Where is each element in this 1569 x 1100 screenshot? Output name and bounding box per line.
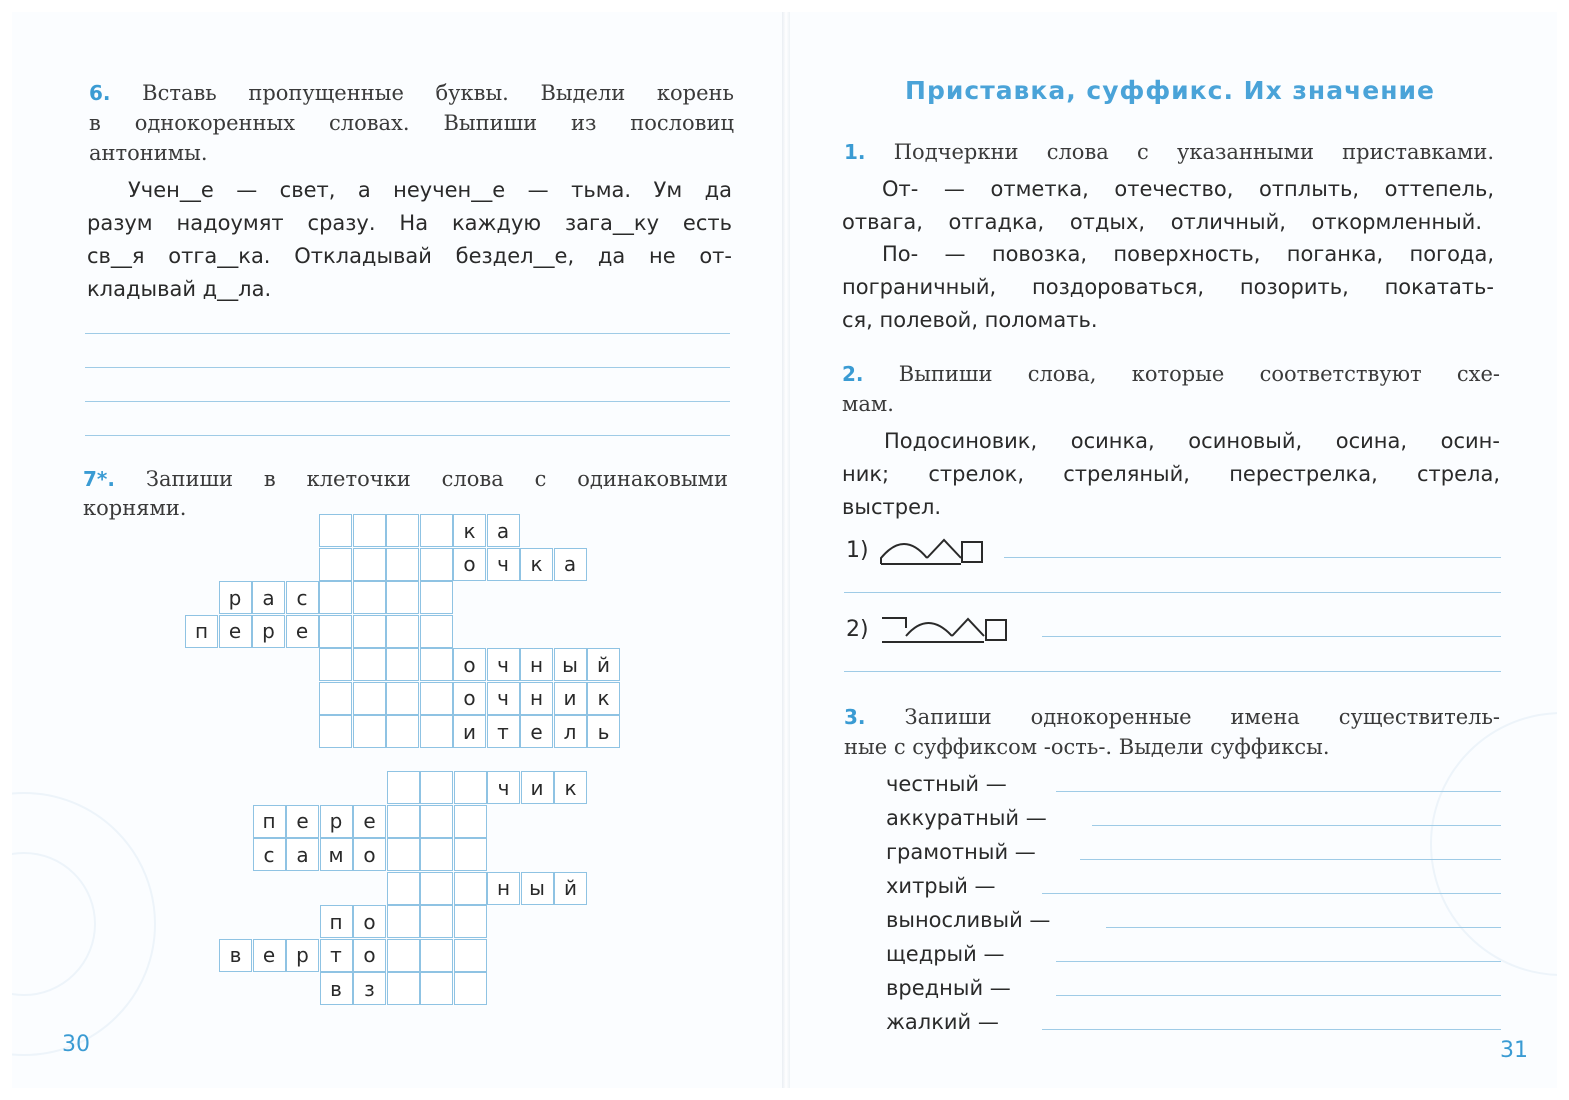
task6-instruction-line3: антонимы. bbox=[89, 141, 208, 165]
crossword-letter-cell: т bbox=[320, 939, 353, 972]
crossword-empty-cell[interactable] bbox=[353, 548, 386, 581]
crossword-empty-cell[interactable] bbox=[386, 682, 419, 715]
crossword-letter-cell: н bbox=[520, 682, 553, 715]
crossword-empty-cell[interactable] bbox=[387, 805, 420, 838]
crossword-empty-cell[interactable] bbox=[386, 615, 419, 648]
task6-text-line3: св__я отга__ка. Откладывай бездел__е, да не от- bbox=[87, 244, 732, 268]
crossword-letter-cell: о bbox=[453, 682, 486, 715]
writing-line[interactable] bbox=[1056, 995, 1501, 996]
crossword-letter-cell: о bbox=[353, 838, 386, 871]
task6-instruction-text: Вставь пропущенные буквы. Выдели корень bbox=[142, 81, 734, 105]
task1-line5: ся, полевой, поломать. bbox=[842, 308, 1098, 332]
crossword-empty-cell[interactable] bbox=[387, 872, 420, 905]
crossword-letter-cell: к bbox=[587, 682, 620, 715]
crossword-empty-cell[interactable] bbox=[454, 939, 487, 972]
task6-text-line4: кладывай д__ла. bbox=[87, 277, 272, 301]
crossword-puzzle-2 bbox=[219, 771, 619, 1006]
writing-line[interactable] bbox=[1056, 961, 1501, 962]
crossword-empty-cell[interactable] bbox=[353, 715, 386, 748]
writing-line[interactable] bbox=[85, 333, 730, 334]
crossword-letter-cell: т bbox=[487, 715, 520, 748]
task1-number: 1. bbox=[844, 140, 866, 164]
crossword-empty-cell[interactable] bbox=[387, 838, 420, 871]
crossword-empty-cell[interactable] bbox=[319, 682, 352, 715]
task3-number: 3. bbox=[844, 705, 866, 729]
writing-line[interactable] bbox=[1042, 1029, 1501, 1030]
crossword-empty-cell[interactable] bbox=[319, 715, 352, 748]
crossword-empty-cell[interactable] bbox=[420, 905, 453, 938]
writing-line[interactable] bbox=[85, 367, 730, 368]
crossword-empty-cell[interactable] bbox=[353, 514, 386, 547]
crossword-letter-cell: и bbox=[554, 682, 587, 715]
crossword-letter-cell: а bbox=[487, 514, 520, 547]
crossword-letter-cell: ч bbox=[487, 682, 520, 715]
page-number-left: 30 bbox=[62, 1032, 90, 1057]
writing-line[interactable] bbox=[1056, 791, 1501, 792]
task6-instruction-line1 bbox=[89, 78, 734, 108]
task3-word: вредный — bbox=[886, 976, 1011, 1000]
crossword-empty-cell[interactable] bbox=[387, 972, 420, 1005]
crossword-letter-cell: р bbox=[320, 805, 353, 838]
task6-number: 6. bbox=[89, 81, 111, 105]
left-page bbox=[12, 12, 782, 1088]
crossword-empty-cell[interactable] bbox=[353, 682, 386, 715]
task2-instruction-line2: мам. bbox=[842, 392, 894, 416]
crossword-empty-cell[interactable] bbox=[454, 771, 487, 804]
writing-line[interactable] bbox=[1042, 636, 1501, 637]
crossword-empty-cell[interactable] bbox=[420, 548, 453, 581]
task3-instruction-line1 bbox=[844, 702, 1500, 732]
crossword-letter-cell: м bbox=[320, 838, 353, 871]
crossword-empty-cell[interactable] bbox=[386, 648, 419, 681]
writing-line[interactable] bbox=[844, 592, 1501, 593]
crossword-empty-cell[interactable] bbox=[420, 514, 453, 547]
crossword-empty-cell[interactable] bbox=[454, 838, 487, 871]
crossword-empty-cell[interactable] bbox=[420, 939, 453, 972]
crossword-empty-cell[interactable] bbox=[353, 581, 386, 614]
task7-instruction-line1 bbox=[83, 464, 728, 494]
crossword-letter-cell: к bbox=[520, 548, 553, 581]
crossword-letter-cell: р bbox=[219, 581, 252, 614]
crossword-letter-cell: к bbox=[554, 771, 587, 804]
task3-word: аккуратный — bbox=[886, 806, 1047, 830]
crossword-empty-cell[interactable] bbox=[420, 682, 453, 715]
writing-line[interactable] bbox=[1092, 825, 1501, 826]
crossword-empty-cell[interactable] bbox=[420, 872, 453, 905]
task1-line1: От- — отметка, отечество, отплыть, оттепель, bbox=[882, 177, 1494, 201]
crossword-empty-cell[interactable] bbox=[386, 548, 419, 581]
crossword-empty-cell[interactable] bbox=[353, 615, 386, 648]
crossword-empty-cell[interactable] bbox=[386, 581, 419, 614]
crossword-letter-cell: й bbox=[554, 872, 587, 905]
crossword-letter-cell: о bbox=[453, 648, 486, 681]
crossword-empty-cell[interactable] bbox=[353, 648, 386, 681]
crossword-empty-cell[interactable] bbox=[319, 514, 352, 547]
crossword-letter-cell: н bbox=[487, 872, 520, 905]
crossword-empty-cell[interactable] bbox=[454, 905, 487, 938]
crossword-letter-cell: л bbox=[554, 715, 587, 748]
task3-word: щедрый — bbox=[886, 942, 1005, 966]
crossword-letter-cell: п bbox=[253, 805, 286, 838]
crossword-empty-cell[interactable] bbox=[386, 514, 419, 547]
crossword-letter-cell: ч bbox=[487, 548, 520, 581]
crossword-letter-cell: ч bbox=[487, 648, 520, 681]
crossword-letter-cell: е bbox=[286, 805, 319, 838]
crossword-letter-cell: с bbox=[286, 581, 319, 614]
crossword-empty-cell[interactable] bbox=[420, 838, 453, 871]
task1-line2: отвага, отгадка, отдых, отличный, откормленный. bbox=[842, 210, 1482, 234]
task2-instruction-line1 bbox=[842, 359, 1500, 389]
word-schema-root-suffix-ending-icon bbox=[878, 528, 988, 568]
writing-line[interactable] bbox=[844, 671, 1501, 672]
crossword-letter-cell: а bbox=[252, 581, 285, 614]
crossword-empty-cell[interactable] bbox=[454, 972, 487, 1005]
task6-instruction-line2: в однокоренных словах. Выпиши из пословиц bbox=[89, 111, 734, 135]
crossword-empty-cell[interactable] bbox=[319, 548, 352, 581]
page-number-right: 31 bbox=[1500, 1038, 1528, 1063]
task1-line4: пограничный, поздороваться, позорить, покатать- bbox=[842, 275, 1494, 299]
crossword-letter-cell: о bbox=[353, 905, 386, 938]
task7-instruction-line2: корнями. bbox=[83, 496, 187, 520]
word-schema-prefix-root-suffix-ending-icon bbox=[880, 606, 1020, 648]
crossword-letter-cell: ч bbox=[487, 771, 520, 804]
crossword-empty-cell[interactable] bbox=[319, 648, 352, 681]
crossword-empty-cell[interactable] bbox=[420, 615, 453, 648]
crossword-letter-cell: и bbox=[453, 715, 486, 748]
writing-line[interactable] bbox=[1080, 859, 1501, 860]
crossword-letter-cell: о bbox=[453, 548, 486, 581]
crossword-letter-cell: й bbox=[587, 648, 620, 681]
writing-line[interactable] bbox=[85, 401, 730, 402]
page-title: Приставка, суффикс. Их значение bbox=[905, 76, 1435, 105]
crossword-letter-cell: е bbox=[219, 615, 252, 648]
task2-line2: ник; стрелок, стреляный, перестрелка, стрела, bbox=[842, 462, 1500, 486]
task3-word: грамотный — bbox=[886, 840, 1036, 864]
crossword-letter-cell: р bbox=[286, 939, 319, 972]
crossword-letter-cell: ь bbox=[587, 715, 620, 748]
task2-instruction-text: Выпиши слова, которые соответствуют схе- bbox=[898, 362, 1500, 386]
crossword-letter-cell: з bbox=[353, 972, 386, 1005]
task2-line3: выстрел. bbox=[842, 495, 942, 519]
task3-instruction-text: Запиши однокоренные имена существитель- bbox=[904, 705, 1500, 729]
crossword-empty-cell[interactable] bbox=[387, 905, 420, 938]
book-gutter bbox=[782, 12, 790, 1088]
crossword-letter-cell: е bbox=[520, 715, 553, 748]
schema1-label: 1) bbox=[846, 538, 869, 563]
crossword-letter-cell: ы bbox=[554, 648, 587, 681]
task3-word: хитрый — bbox=[886, 874, 996, 898]
right-page bbox=[790, 12, 1557, 1088]
crossword-letter-cell: ы bbox=[521, 872, 554, 905]
crossword-empty-cell[interactable] bbox=[420, 581, 453, 614]
task3-instruction-line2: ные с суффиксом -ость-. Выдели суффиксы. bbox=[844, 735, 1330, 759]
crossword-empty-cell[interactable] bbox=[387, 771, 420, 804]
writing-line[interactable] bbox=[1106, 927, 1501, 928]
task6-text-line1: Учен__е — свет, а неучен__е — тьма. Ум да bbox=[128, 178, 732, 202]
task3-word: жалкий — bbox=[886, 1010, 999, 1034]
crossword-empty-cell[interactable] bbox=[420, 771, 453, 804]
writing-line[interactable] bbox=[1004, 557, 1501, 558]
crossword-empty-cell[interactable] bbox=[386, 715, 419, 748]
crossword-letter-cell: а bbox=[286, 838, 319, 871]
crossword-letter-cell: и bbox=[521, 771, 554, 804]
crossword-letter-cell: в bbox=[320, 972, 353, 1005]
crossword-letter-cell: п bbox=[320, 905, 353, 938]
crossword-empty-cell[interactable] bbox=[454, 805, 487, 838]
crossword-empty-cell[interactable] bbox=[319, 581, 352, 614]
crossword-empty-cell[interactable] bbox=[420, 972, 453, 1005]
writing-line[interactable] bbox=[1042, 893, 1501, 894]
crossword-letter-cell: о bbox=[353, 939, 386, 972]
crossword-puzzle-1 bbox=[185, 514, 625, 749]
crossword-letter-cell: р bbox=[252, 615, 285, 648]
crossword-letter-cell: е bbox=[253, 939, 286, 972]
crossword-empty-cell[interactable] bbox=[387, 939, 420, 972]
task3-word: выносливый — bbox=[886, 908, 1051, 932]
crossword-empty-cell[interactable] bbox=[420, 648, 453, 681]
crossword-letter-cell: с bbox=[253, 838, 286, 871]
task2-number: 2. bbox=[842, 362, 864, 386]
crossword-empty-cell[interactable] bbox=[420, 805, 453, 838]
writing-line[interactable] bbox=[85, 435, 730, 436]
crossword-letter-cell: а bbox=[554, 548, 587, 581]
task7-number: 7*. bbox=[83, 467, 115, 491]
crossword-empty-cell[interactable] bbox=[319, 615, 352, 648]
crossword-letter-cell: в bbox=[219, 939, 252, 972]
schema2-label: 2) bbox=[846, 617, 869, 642]
task1-instruction-text: Подчеркни слова с указанными приставками. bbox=[893, 140, 1494, 164]
crossword-empty-cell[interactable] bbox=[420, 715, 453, 748]
task6-text-line2: разум надоумят сразу. На каждую зага__ку есть bbox=[87, 211, 732, 235]
task1-instruction bbox=[844, 137, 1494, 167]
crossword-empty-cell[interactable] bbox=[454, 872, 487, 905]
crossword-letter-cell: к bbox=[453, 514, 486, 547]
crossword-letter-cell: п bbox=[185, 615, 218, 648]
task3-word: честный — bbox=[886, 772, 1007, 796]
task7-instruction-text: Запиши в клеточки слова с одинаковыми bbox=[145, 467, 728, 491]
task1-line3: По- — повозка, поверхность, поганка, погода, bbox=[882, 242, 1494, 266]
crossword-letter-cell: н bbox=[520, 648, 553, 681]
crossword-letter-cell: е bbox=[353, 805, 386, 838]
task2-line1: Подосиновик, осинка, осиновый, осина, осин- bbox=[884, 429, 1500, 453]
crossword-letter-cell: е bbox=[286, 615, 319, 648]
